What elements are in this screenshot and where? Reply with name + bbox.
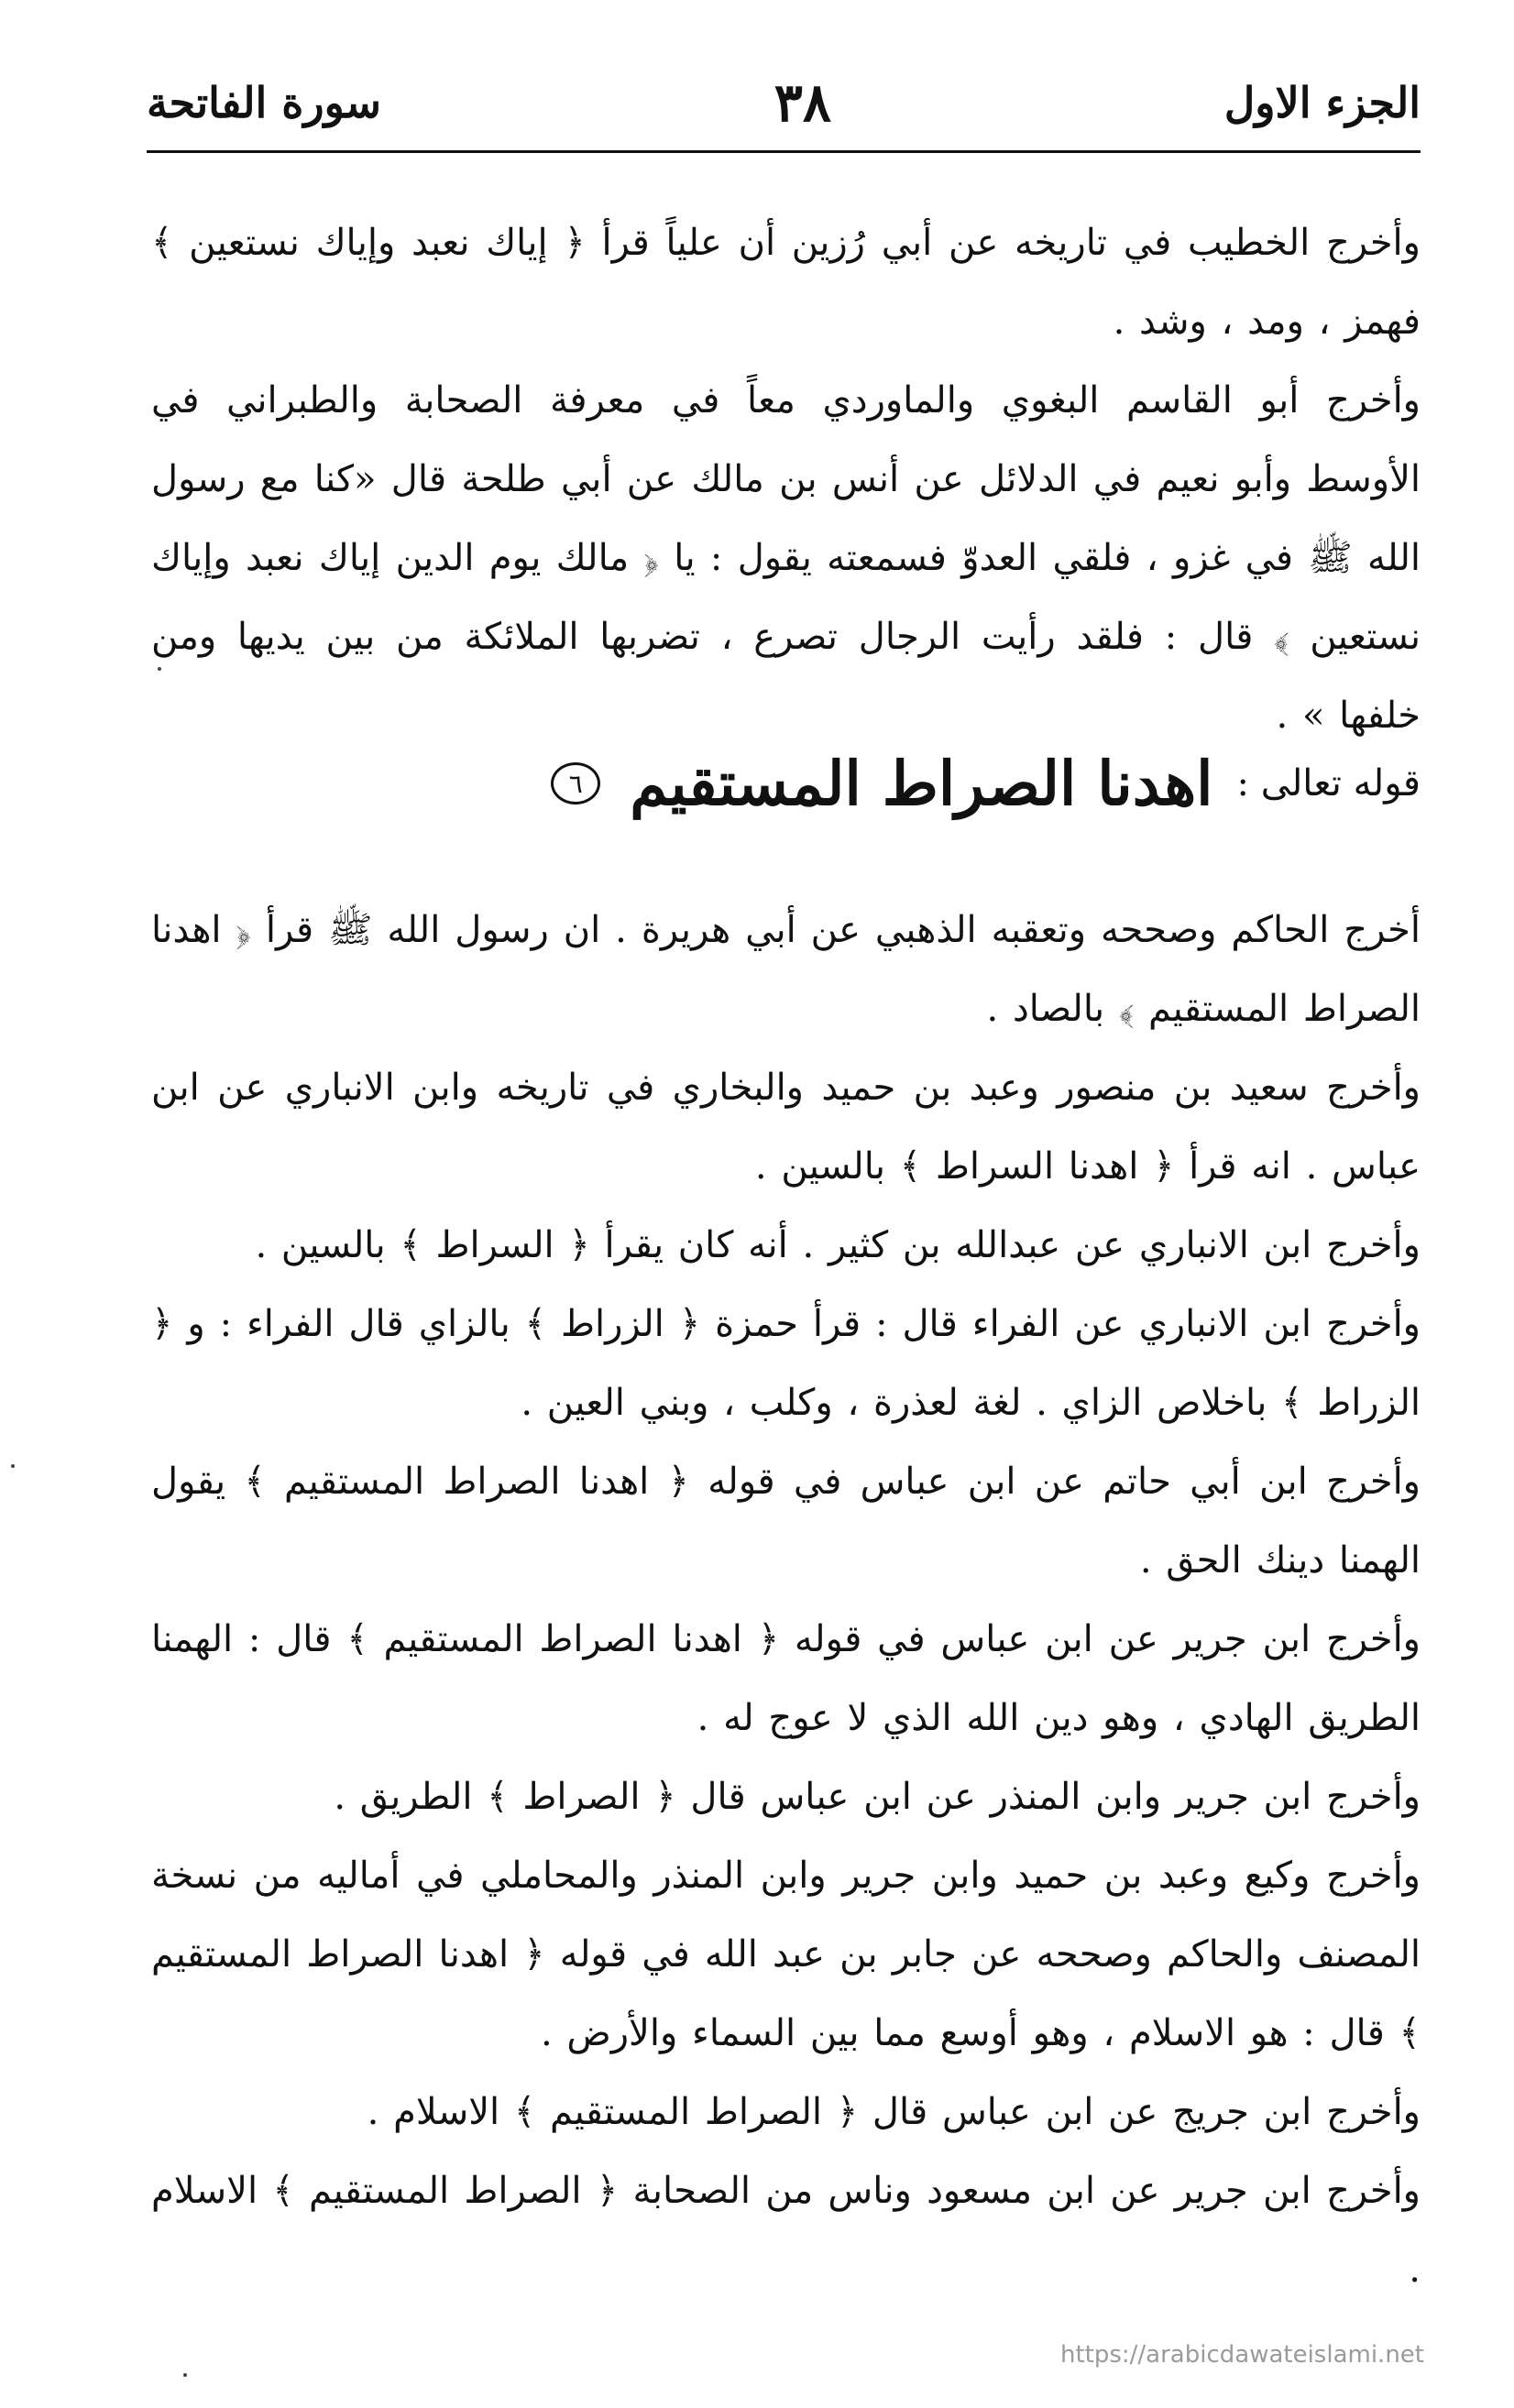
page-number: ٣٨ xyxy=(773,71,832,134)
section-2 xyxy=(151,891,1421,2309)
part-label: الجزء الاول xyxy=(1223,78,1421,127)
paragraph: وأخرج وكيع وعبد بن حميد وابن جرير وابن المنذر والمحاملي في أماليه من نسخة المصنف والحاكم وصححه عن جابر بن عبد الله في قوله ﴿ اهدنا الصراط المستقيم ﴾ قال : هو الاسلام ، وهو أوسع مما بين السماء والأرض . xyxy=(151,1855,1421,2054)
paragraph: أخرج الحاكم وصححه وتعقبه الذهبي عن أبي هريرة . ان رسول الله ﷺ قرأ ﴿ اهدنا الصراط المستقيم ﴾ بالصاد . xyxy=(151,909,1421,1030)
scan-speck xyxy=(11,1464,15,1468)
paragraph: وأخرج ابن جرير وابن المنذر عن ابن عباس قال ﴿ الصراط ﴾ الطريق . xyxy=(334,1776,1421,1818)
running-header xyxy=(147,66,1421,139)
verse-intro: قوله تعالى : xyxy=(1236,762,1421,804)
paragraph: وأخرج الخطيب في تاريخه عن أبي رُزين أن علياً قرأ ﴿ إياك نعبد وإياك نستعين ﴾ فهمز ، ومد ، وشد . xyxy=(151,222,1421,343)
verse-text: اهدنا الصراط المستقيم xyxy=(630,748,1213,819)
header-rule xyxy=(147,150,1421,153)
paragraph: وأخرج ابن جرير عن ابن مسعود وناس من الصحابة ﴿ الصراط المستقيم ﴾ الاسلام . xyxy=(151,2170,1421,2291)
paragraph: وأخرج ابن أبي حاتم عن ابن عباس في قوله ﴿ اهدنا الصراط المستقيم ﴾ يقول الهمنا دينك الحق . xyxy=(151,1461,1421,1582)
verse-heading xyxy=(151,733,1421,834)
paragraph: وأخرج ابن جرير عن ابن عباس في قوله ﴿ اهدنا الصراط المستقيم ﴾ قال : الهمنا الطريق الهادي ، وهو دين الله الذي لا عوج له . xyxy=(151,1618,1421,1739)
verse-number-badge: ٦ xyxy=(551,762,600,804)
scan-speck xyxy=(183,2373,187,2377)
watermark-url: https://arabicdawateislami.net xyxy=(1059,2341,1424,2369)
paragraph: وأخرج ابن الانباري عن الفراء قال : قرأ حمزة ﴿ الزراط ﴾ بالزاي قال الفراء : و ﴿ الزراط ﴾ باخلاص الزاي . لغة لعذرة ، وكلب ، وبني العين . xyxy=(151,1303,1421,1424)
scan-speck xyxy=(158,667,161,671)
paragraph: وأخرج أبو القاسم البغوي والماوردي معاً في معرفة الصحابة والطبراني في الأوسط وأبو نعيم في الدلائل عن أنس بن مالك عن أبي طلحة قال «كنا مع رسول الله ﷺ في غزو ، فلقي العدوّ فسمعته يقول : يا ﴿ مالك يوم الدين إياك نعبد وإياك نستعين ﴾ قال : فلقد رأيت الرجال تصرع ، تضربها الملائكة من بين يديها ومن خلفها » . xyxy=(151,379,1421,737)
section-1 xyxy=(151,203,1421,755)
paragraph: وأخرج سعيد بن منصور وعبد بن حميد والبخاري في تاريخه وابن الانباري عن ابن عباس . انه قرأ ﴿ اهدنا السراط ﴾ بالسين . xyxy=(151,1067,1421,1188)
surah-label: سورة الفاتحة xyxy=(147,78,381,127)
paragraph: وأخرج ابن الانباري عن عبدالله بن كثير . أنه كان يقرأ ﴿ السراط ﴾ بالسين . xyxy=(255,1224,1421,1266)
paragraph: وأخرج ابن جريج عن ابن عباس قال ﴿ الصراط المستقيم ﴾ الاسلام . xyxy=(367,2091,1421,2133)
